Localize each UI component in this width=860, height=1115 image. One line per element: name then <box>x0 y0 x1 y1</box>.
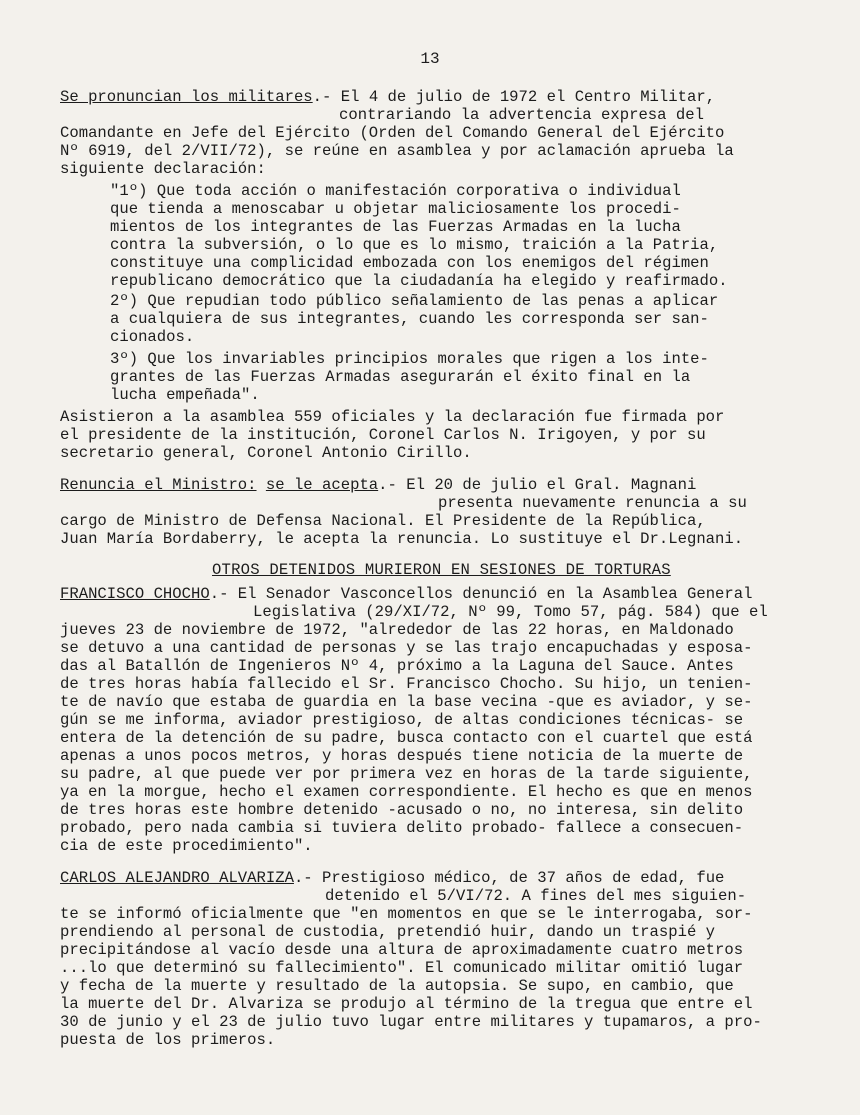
text-line: presenta nuevamente renuncia a su <box>438 494 747 512</box>
quote-line: republicano democrático que la ciudadanía ha elegido y reafirmado. <box>110 272 728 290</box>
text-line: Legislativa (29/XI/72, Nº 99, Tomo 57, pág. 584) que el <box>253 603 768 621</box>
text-line: secretario general, Coronel Antonio Cirillo. <box>60 444 472 462</box>
quote-line: 2º) Que repudian todo público señalamiento de las penas a aplicar <box>110 292 719 310</box>
renuncia-heading-b: se le acepta <box>265 476 379 494</box>
text-line: siguiente declaración: <box>60 160 266 178</box>
text-line: la muerte del Dr. Alvariza se produjo al término de la tregua que entre el <box>60 995 753 1013</box>
text-line: cargo de Ministro de Defensa Nacional. El Presidente de la República, <box>60 512 706 530</box>
text-line: 30 de junio y el 23 de julio tuvo lugar entre militares y tupamaros, a pro- <box>60 1013 762 1031</box>
quote-line: lucha empeñada". <box>110 386 260 404</box>
text-line: probado, pero nada cambia si tuviera delito probado- fallece a consecuen- <box>60 819 744 837</box>
alvariza-first-line: CARLOS ALEJANDRO ALVARIZA.- Prestigioso médico, de 37 años de edad, fue <box>60 869 725 887</box>
text-line: jueves 23 de noviembre de 1972, "alrededor de las 22 horas, en Maldonado <box>60 621 734 639</box>
quote-line: a cualquiera de sus integrantes, cuando les corresponda ser san- <box>110 310 709 328</box>
text-line: su padre, al que puede ver por primera vez en horas de la tarde siguiente, <box>60 765 753 783</box>
quote-line: "1º) Que toda acción o manifestación corporativa o individual <box>110 182 681 200</box>
text-line: puesta de los primeros. <box>60 1031 276 1049</box>
quote-line: que tienda a menoscabar u objetar maliciosamente los procedi- <box>110 200 681 218</box>
militares-heading: Se pronuncian los militares <box>60 88 313 106</box>
renuncia-heading-a: Renuncia el Ministro: <box>60 476 257 494</box>
section-title: OTROS DETENIDOS MURIERON EN SESIONES DE TORTURAS <box>212 561 671 579</box>
text-line: Nº 6919, del 2/VII/72), se reúne en asamblea y por aclamación aprueba la <box>60 142 734 160</box>
quote-line: cionados. <box>110 328 195 346</box>
text-line: ya en la morgue, hecho el examen correspondiente. El hecho es que en menos <box>60 783 753 801</box>
text-line: Comandante en Jefe del Ejército (Orden del Comando General del Ejército <box>60 124 725 142</box>
text-line: entera de la detención de su padre, busca contacto con el cuartel que está <box>60 729 753 747</box>
militares-first-line: Se pronuncian los militares.- El 4 de julio de 1972 el Centro Militar, <box>60 88 716 106</box>
text-line: se detuvo a una cantidad de personas y se las trajo encapuchadas y esposa- <box>60 639 753 657</box>
chocho-first-line: FRANCISCO CHOCHO.- El Senador Vasconcellos denunció en la Asamblea General <box>60 585 753 603</box>
text-line: das al Batallón de Ingenieros Nº 4, próximo a la Laguna del Sauce. Antes <box>60 657 734 675</box>
text-line: detenido el 5/VI/72. A fines del mes siguien- <box>325 887 747 905</box>
page-number: 13 <box>420 50 440 68</box>
text-line: precipitándose al vacío desde una altura de aproximadamente cuatro metros <box>60 941 744 959</box>
chocho-heading: FRANCISCO CHOCHO <box>60 585 210 603</box>
text-line: de tres horas había fallecido el Sr. Francisco Chocho. Su hijo, un tenien- <box>60 675 753 693</box>
text-line: Asistieron a la asamblea 559 oficiales y la declaración fue firmada por <box>60 408 725 426</box>
text-line: gún se me informa, aviador prestigioso, de altas condiciones técnicas- se <box>60 711 744 729</box>
quote-line: mientos de los integrantes de las Fuerzas Armadas en la lucha <box>110 218 681 236</box>
text-line: y fecha de la muerte y resultado de la autopsia. Se supo, en cambio, que <box>60 977 734 995</box>
text-line: de tres horas este hombre detenido -acusado o no, no interesa, sin delito <box>60 801 744 819</box>
renuncia-first-line: Renuncia el Ministro: se le acepta.- El 20 de julio el Gral. Magnani <box>60 476 697 494</box>
text-line: ...lo que determinó su fallecimiento". El comunicado militar omitió lugar <box>60 959 744 977</box>
quote-line: grantes de las Fuerzas Armadas asegurarán el éxito final en la <box>110 368 691 386</box>
text-line: cia de este procedimiento". <box>60 837 313 855</box>
quote-line: constituye una complicidad embozada con los enemigos del régimen <box>110 254 709 272</box>
text-line: apenas a unos pocos metros, y horas después tiene noticia de la muerte de <box>60 747 744 765</box>
text-line: te de navío que estaba de guardia en la base vecina -que es aviador, y se- <box>60 693 753 711</box>
text-line: Juan María Bordaberry, le acepta la renuncia. Lo sustituye el Dr.Legnani. <box>60 530 744 548</box>
quote-line: 3º) Que los invariables principios morales que rigen a los inte- <box>110 350 709 368</box>
text-line: contrariando la advertencia expresa del <box>339 106 704 124</box>
text-line: prendiendo al personal de custodia, pretendió huir, dando un traspié y <box>60 923 716 941</box>
alvariza-heading: CARLOS ALEJANDRO ALVARIZA <box>60 869 294 887</box>
quote-line: contra la subversión, o lo que es lo mismo, traición a la Patria, <box>110 236 719 254</box>
text-line: el presidente de la institución, Coronel Carlos N. Irigoyen, y por su <box>60 426 706 444</box>
text-line: te se informó oficialmente que "en momentos en que se le interrogaba, sor- <box>60 905 753 923</box>
